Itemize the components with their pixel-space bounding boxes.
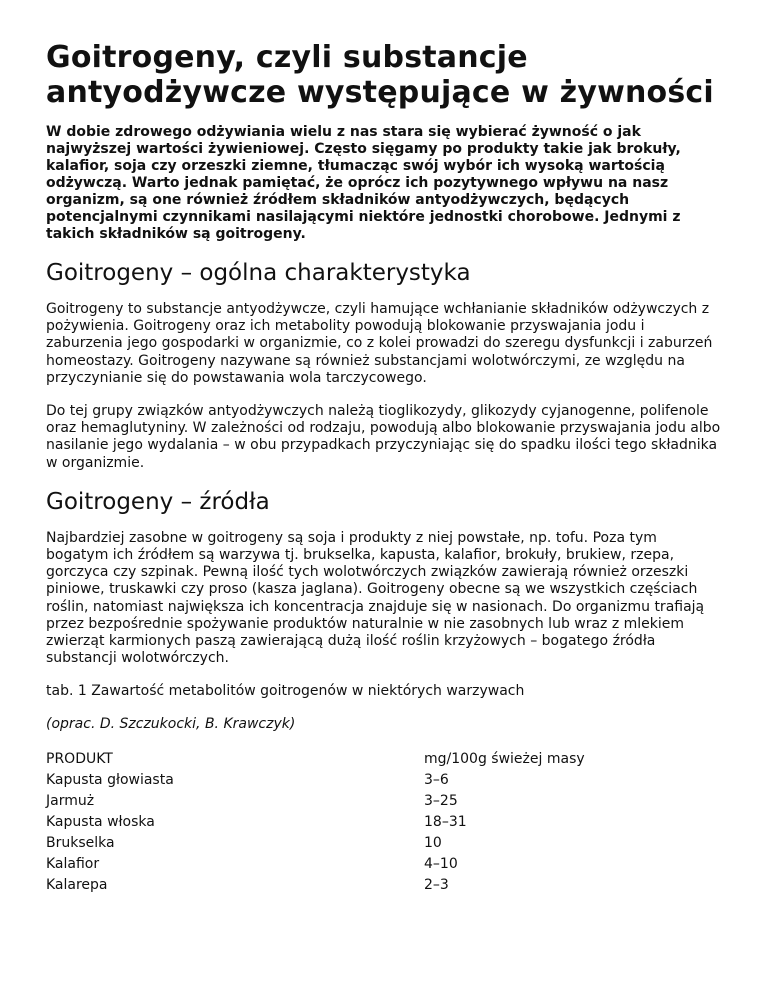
article-lead: W dobie zdrowego odżywiania wielu z nas stara się wybierać żywność o jak najwyższej wartości żywieniowej. Często sięgamy po produkty takie jak brokuły, kalafior, soja czy orzeszki ziemne, tłumacząc swój wybór ich wysoką wartością odżywczą. Warto jednak pamiętać, że oprócz ich pozytywnego wpływu na nasz organizm, są one również źródłem składników antyodżywczych, będących potencjalnymi czynnikami nasilającymi niektóre jednostki chorobowe. Jednymi z takich składników są goitrogeny.: [46, 124, 681, 242]
table-row: [46, 791, 585, 812]
table-source: (oprac. D. Szczukocki, B. Krawczyk): [46, 716, 296, 733]
section-heading-sources: Goitrogeny – źródła: [46, 488, 270, 515]
table-caption: tab. 1 Zawartość metabolitów goitrogenów w niektórych warzywach: [46, 683, 525, 700]
table-cell-product: Jarmuż: [46, 793, 95, 810]
table-cell-product: Kapusta głowiasta: [46, 772, 174, 789]
table-cell-amount: 18–31: [424, 814, 467, 831]
table-cell-amount: 4–10: [424, 856, 458, 873]
table-row: [46, 812, 585, 833]
article-title: Goitrogeny, czyli substancje antyodżywcze występujące w żywności: [46, 40, 714, 110]
table-cell-amount: 2–3: [424, 877, 449, 894]
table-row: [46, 833, 585, 854]
table-row: [46, 770, 585, 791]
table-row: [46, 854, 585, 875]
table-header-product: PRODUKT: [46, 751, 113, 768]
table-header-amount: mg/100g świeżej masy: [424, 751, 585, 768]
paragraph: Najbardziej zasobne w goitrogeny są soja i produkty z niej powstałe, np. tofu. Poza tym bogatym ich źródłem są warzywa tj. brukselka, kapusta, kalafior, brokuły, brukiew, rzepa, gorczyca czy szpinak. Pewną ilość tych wolotwórczych związków zawierają również orzeszki piniowe, truskawki czy proso (kasza jaglana). Goitrogeny obecne są we wszystkich częściach roślin, natomiast największa ich koncentracja znajduje się w nasionach. Do organizmu trafiają przez bezpośrednie spożywanie produktów naturalnie w nie zasobnych lub wraz z mlekiem zwierząt karmionych paszą zawierającą dużą ilość roślin krzyżowych – bogatego źródła substancji wolotwórczych.: [46, 529, 705, 667]
table-cell-amount: 3–25: [424, 793, 458, 810]
section-heading-characteristics: Goitrogeny – ogólna charakterystyka: [46, 260, 471, 286]
paragraph: Goitrogeny to substancje antyodżywcze, czyli hamujące wchłanianie składników odżywczych z pożywienia. Goitrogeny oraz ich metabolity powodują blokowanie przyswajania jodu i zaburzenia jego gospodarki w organizmie, co z kolei prowadzi do szeregu dysfunkcji i zaburzeń homeostazy. Goitrogeny nazywane są również substancjami wolotwórczymi, ze względu na przyczynianie się do powstawania wola tarczycowego.: [46, 301, 713, 386]
table-cell-amount: 10: [424, 835, 442, 852]
paragraph: Do tej grupy związków antyodżywczych należą tioglikozydy, glikozydy cyjanogenne, polifenole oraz hemaglutyniny. W zależności od rodzaju, powodują albo blokowanie przyswajania jodu albo nasilanie jego wydalania – w obu przypadkach przyczyniając się do spadku ilości tego składnika w organizmie.: [46, 403, 721, 471]
goitrogen-table: [46, 749, 585, 896]
table-cell-product: Kalarepa: [46, 877, 108, 894]
table-cell-product: Kalafior: [46, 856, 100, 873]
table-row: [46, 875, 585, 896]
table-header-row: [46, 749, 585, 770]
table-cell-product: Kapusta włoska: [46, 814, 155, 831]
table-cell-product: Brukselka: [46, 835, 115, 852]
table-cell-amount: 3–6: [424, 772, 449, 789]
